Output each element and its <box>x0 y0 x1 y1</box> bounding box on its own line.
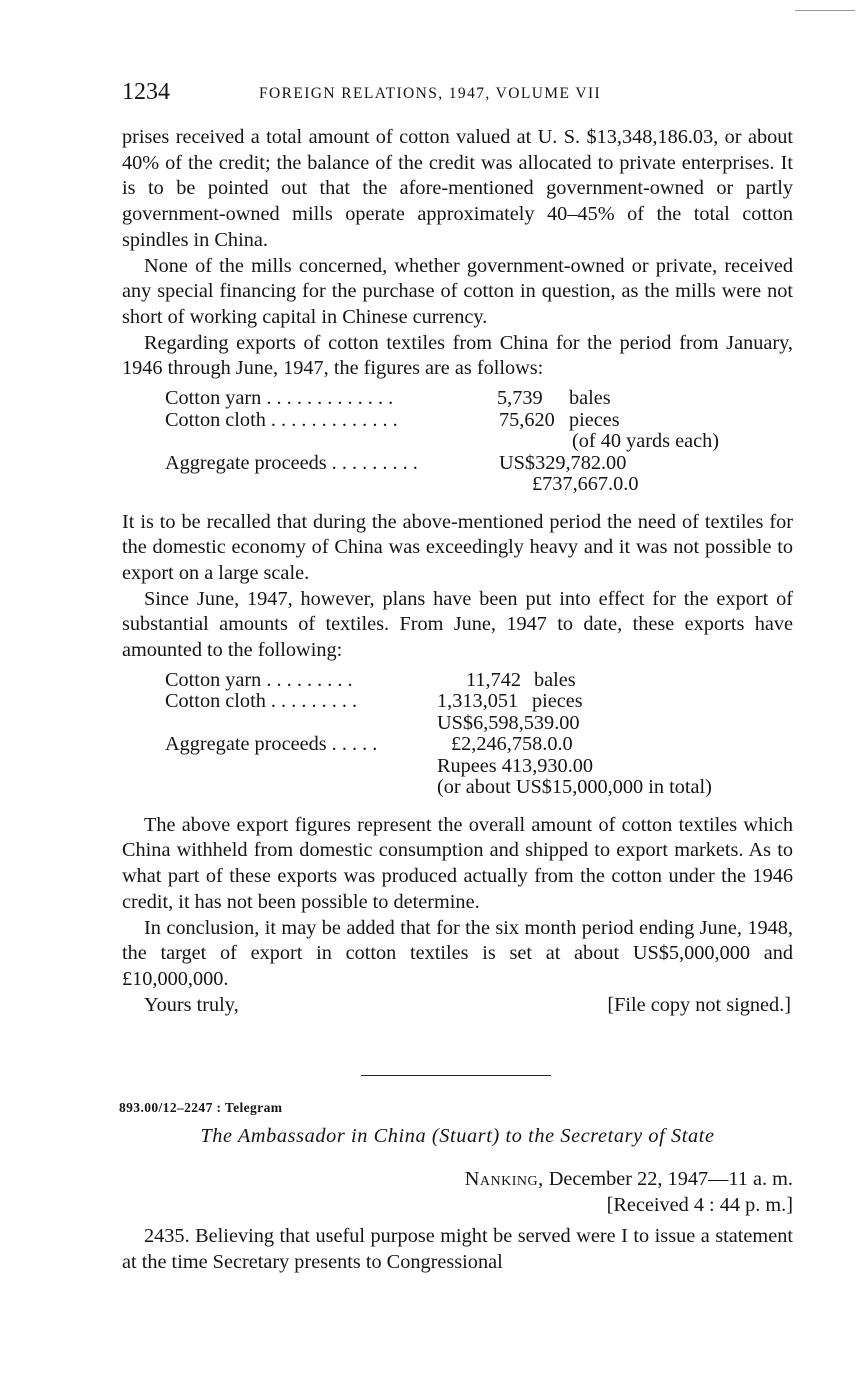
row-unit: bales <box>534 668 576 691</box>
paragraph-4: It is to be recalled that during the above-mentioned period the need of textiles for the domestic economy of China was exceedingly heavy and it was not possible to export on a large scale. <box>122 510 793 584</box>
table-row <box>122 777 793 799</box>
row-unit: pieces <box>569 408 620 431</box>
paragraph-5: Since June, 1947, however, plans have been put into effect for the export of substantial amounts of textiles. From June, 1947 to date, these exports have amounted to the following: <box>122 587 793 662</box>
row-label: Aggregate proceeds . . . . . <box>165 733 378 756</box>
row-label: Cotton cloth . . . . . . . . . <box>165 690 358 713</box>
paragraph-7: In conclusion, it may be added that for the six month period ending June, 1948, the target of export in cotton textiles is set at about US$5,000,000 and £10,000,000. <box>122 916 793 990</box>
paragraph-1: prises received a total amount of cotton valued at U. S. $13,348,186.03, or about 40% of the credit; the balance of the credit was allocated to private enterprises. It is to be pointed out that the afore-mentioned government-owned or partly government-owned mills operate approximately 40–45% of the total cotton spindles in China. <box>122 126 793 251</box>
page-number: 1234 <box>122 79 170 105</box>
row-value: Rupees 413,930.00 <box>437 754 594 777</box>
row-value: £737,667.0.0 <box>532 473 639 496</box>
row-value: £2,246,758.0.0 <box>451 733 573 756</box>
table-row <box>122 670 793 692</box>
row-value: 5,739 <box>497 387 543 410</box>
section-divider <box>361 1075 551 1076</box>
running-title: FOREIGN RELATIONS, 1947, VOLUME VII <box>259 85 602 102</box>
table-row <box>122 453 793 475</box>
corner-rule <box>795 10 855 11</box>
row-note: (of 40 yards each) <box>572 430 719 453</box>
telegram-paragraph: 2435. Believing that useful purpose might be served were I to issue a statement at the time Secretary presents to Congressional <box>122 1225 793 1273</box>
row-label: Cotton yarn . . . . . . . . . <box>165 668 353 691</box>
row-label: Cotton yarn . . . . . . . . . . . . . <box>165 387 394 410</box>
row-value: (or about US$15,000,000 in total) <box>437 776 712 799</box>
telegram-dateline-block <box>465 1167 793 1218</box>
letter-body <box>122 125 793 1019</box>
row-value: US$6,598,539.00 <box>437 711 580 734</box>
date-time: December 22, 1947—11 a. m. <box>543 1168 793 1190</box>
paragraph-3: Regarding exports of cotton textiles from China for the period from January, 1946 through June, 1947, the figures are as follows: <box>122 331 793 380</box>
table-row <box>122 410 793 432</box>
export-table-since-1947 <box>122 670 793 799</box>
place-name: Nanking, <box>464 1168 544 1190</box>
row-value: 75,620 <box>499 408 555 431</box>
row-label: Cotton cloth . . . . . . . . . . . . . <box>165 408 398 431</box>
paragraph-2: None of the mills concerned, whether government-owned or private, received any special financing for the purchase of cotton in question, as the mills were not short of working capital in Chinese currency. <box>122 254 793 328</box>
table-row <box>122 756 793 778</box>
row-value: 11,742 <box>466 668 522 691</box>
row-unit: pieces <box>532 690 583 713</box>
export-table-1946-47 <box>122 388 793 496</box>
closing-salutation: Yours truly, <box>144 993 239 1016</box>
table-row <box>122 734 793 756</box>
telegram-title: The Ambassador in China (Stuart) to the Secretary of State <box>200 1125 715 1147</box>
table-row <box>122 474 793 496</box>
file-reference: 893.00/12–2247 : Telegram <box>119 1100 283 1115</box>
table-row <box>122 691 793 713</box>
table-row <box>122 388 793 410</box>
file-copy-note: [File copy not signed.] <box>607 993 791 1016</box>
row-label: Aggregate proceeds . . . . . . . . . <box>165 451 418 474</box>
received-time: [Received 4 : 44 p. m.] <box>606 1193 793 1216</box>
row-unit: bales <box>569 387 611 410</box>
telegram-body <box>122 1224 793 1275</box>
letter-closing <box>122 993 793 1019</box>
row-value: US$329,782.00 <box>499 451 627 474</box>
row-value: 1,313,051 <box>437 690 519 713</box>
telegram-dateline <box>465 1167 793 1193</box>
table-row <box>122 713 793 735</box>
page-header <box>122 79 792 111</box>
paragraph-6: The above export figures represent the overall amount of cotton textiles which China withheld from domestic consumption and shipped to export markets. As to what part of these exports was produced actually from the cotton under the 1946 credit, it has not been possible to determine. <box>122 813 793 913</box>
table-row <box>122 431 793 453</box>
